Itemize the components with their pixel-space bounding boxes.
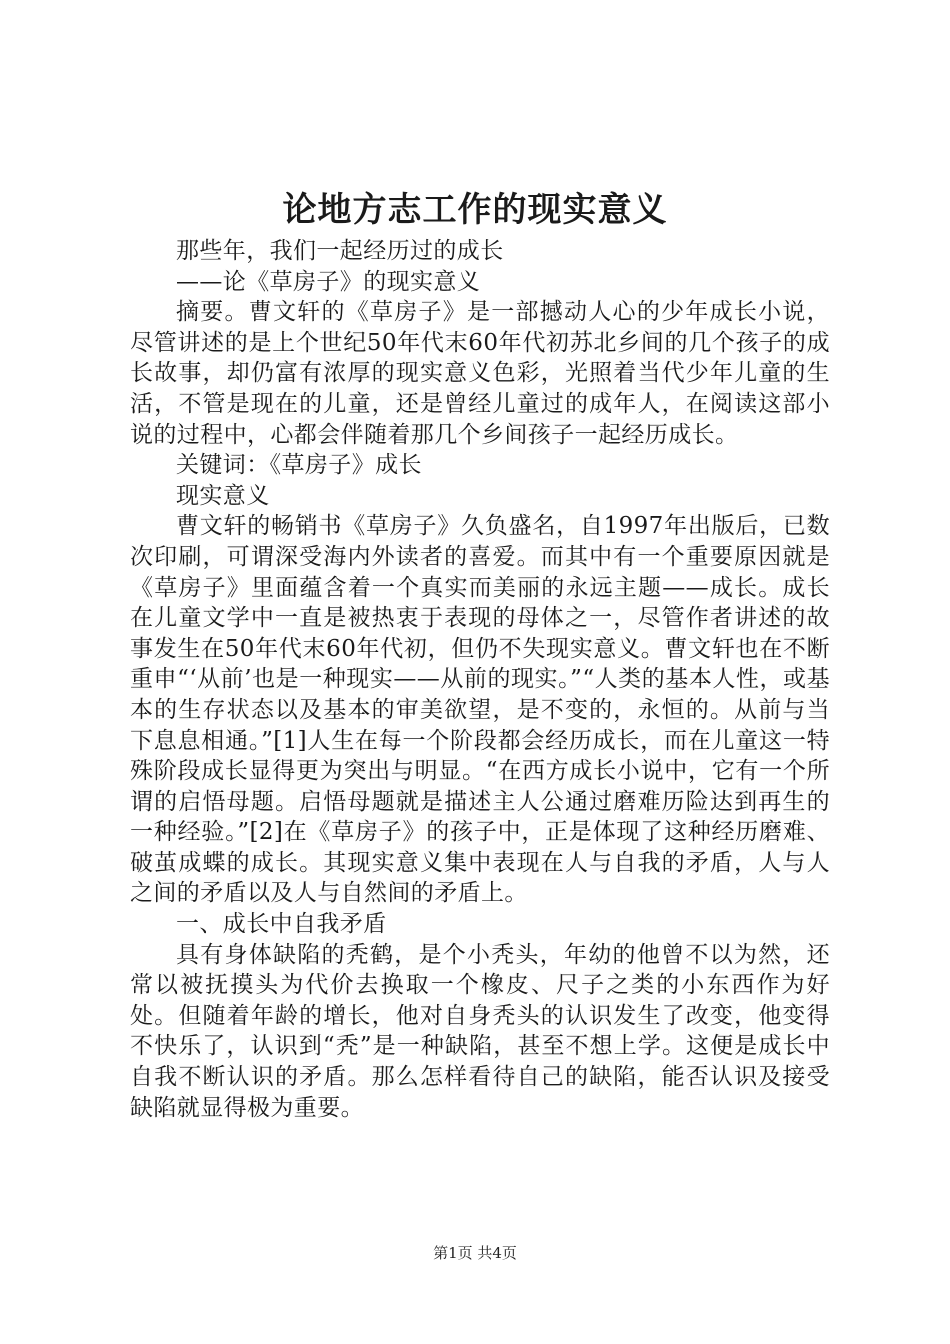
abstract-paragraph: 摘要。曹文轩的《草房子》是一部撼动人心的少年成长小说，尽管讲述的是上个世纪50年代末60年代初苏北乡间的几个孩子的成长故事，却仍富有浓厚的现实意义色彩，光照着当代少年儿童的生活，不管是现在的儿童，还是曾经儿童过的成年人，在阅读这部小说的过程中，心都会伴随着那几个乡间孩子一起经历成长。 [130,299,830,448]
section-heading: 一、成长中自我矛盾 [176,911,387,938]
keywords-continuation: 现实意义 [176,482,270,509]
document-body [130,236,830,1123]
subtitle-line: 那些年，我们一起经历过的成长 [176,238,504,264]
page-footer: 第1页 共4页 [433,1244,517,1262]
subtitle-subline: ——论《草房子》的现实意义 [176,268,481,295]
body-paragraph: 曹文轩的畅销书《草房子》久负盛名，自1997年出版后，已数次印刷，可谓深受海内外读者的喜爱。而其中有一个重要原因就是《草房子》里面蕴含着一个真实而美丽的永远主题——成长。成长在儿童文学中一直是被热衷于表现的母体之一，尽管作者讲述的故事发生在50年代末60年代初，但仍不失现实意义。曹文轩也在不断重申“‘从前’也是一种现实——从前的现实。”“人类的基本人性，或基本的生存状态以及基本的审美欲望，是不变的，永恒的。从前与当下息息相通。”[1]人生在每一个阶段都会经历成长，而在儿童这一特殊阶段成长显得更为突出与明显。“在西方成长小说中，它有一个所谓的启悟母题。启悟母题就是描述主人公通过磨难历险达到再生的一种经验。”[2]在《草房子》的孩子中，正是体现了这种经历磨难、破茧成蝶的成长。其现实意义集中表现在人与自我的矛盾，人与人之间的矛盾以及人与自然间的矛盾上。 [130,513,830,907]
keywords-line: 关键词：《草房子》成长 [176,452,422,479]
document-title: 论地方志工作的现实意义 [282,190,668,230]
body-paragraph: 具有身体缺陷的秃鹤，是个小秃头，年幼的他曾不以为然，还常以被抚摸头为代价去换取一个橡皮、尺子之类的小东西作为好处。但随着年龄的增长，他对自身秃头的认识发生了改变，他变得不快乐了，认识到“秃”是一种缺陷，甚至不想上学。这便是成长中自我不断认识的矛盾。那么怎样看待自己的缺陷，能否认识及接受缺陷就显得极为重要。 [130,941,830,1121]
